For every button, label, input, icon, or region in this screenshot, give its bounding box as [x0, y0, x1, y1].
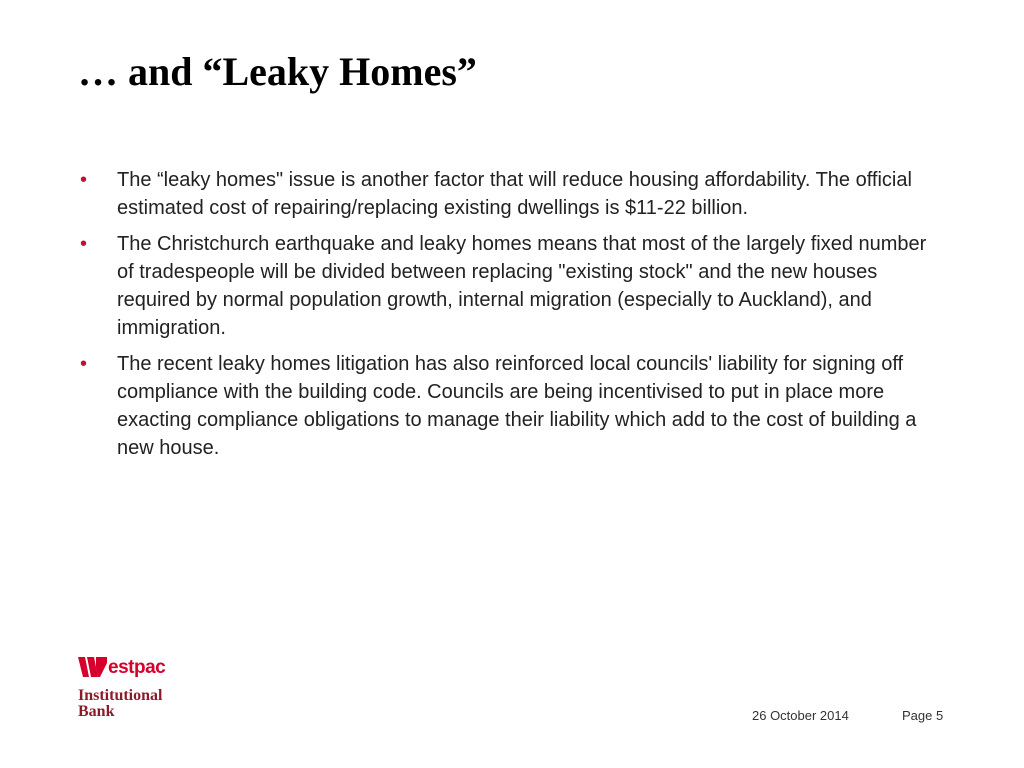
bullet-marker: •	[80, 233, 88, 255]
westpac-logo	[78, 654, 188, 726]
footer-page-number: Page 5	[902, 708, 944, 723]
w-left-stroke	[78, 657, 89, 677]
footer-date: 26 October 2014	[752, 708, 849, 723]
bullet-marker: •	[80, 169, 88, 191]
logo-wordmark-row	[78, 654, 188, 680]
bullet-marker: •	[80, 353, 88, 375]
w-right-stroke	[96, 657, 107, 677]
bullet-text: The Christchurch earthquake and leaky homes means that most of the largely fixed number of tradespeople will be divided between replacing "existing stock" and the new houses required by normal population growth, internal migration (especially to Auckland), and immigration.	[117, 233, 927, 339]
bullet-item	[80, 230, 940, 342]
slide-title: … and “Leaky Homes”	[78, 49, 477, 94]
logo-division: Institutional Bank	[78, 687, 163, 720]
bullet-text: The “leaky homes" issue is another factor that will reduce housing affordability. The official estimated cost of repairing/replacing existing dwellings is $11-22 billion.	[117, 169, 912, 219]
westpac-w-icon	[78, 656, 108, 678]
logo-wordmark: estpac	[108, 657, 166, 678]
bullet-text: The recent leaky homes litigation has also reinforced local councils' liability for signing off compliance with the building code. Councils are being incentivised to put in place more exacting compliance obligations to manage their liability which add to the cost of building a new house.	[117, 353, 917, 459]
bullet-list	[80, 166, 940, 470]
bullet-item	[80, 350, 940, 462]
bullet-item	[80, 166, 940, 222]
